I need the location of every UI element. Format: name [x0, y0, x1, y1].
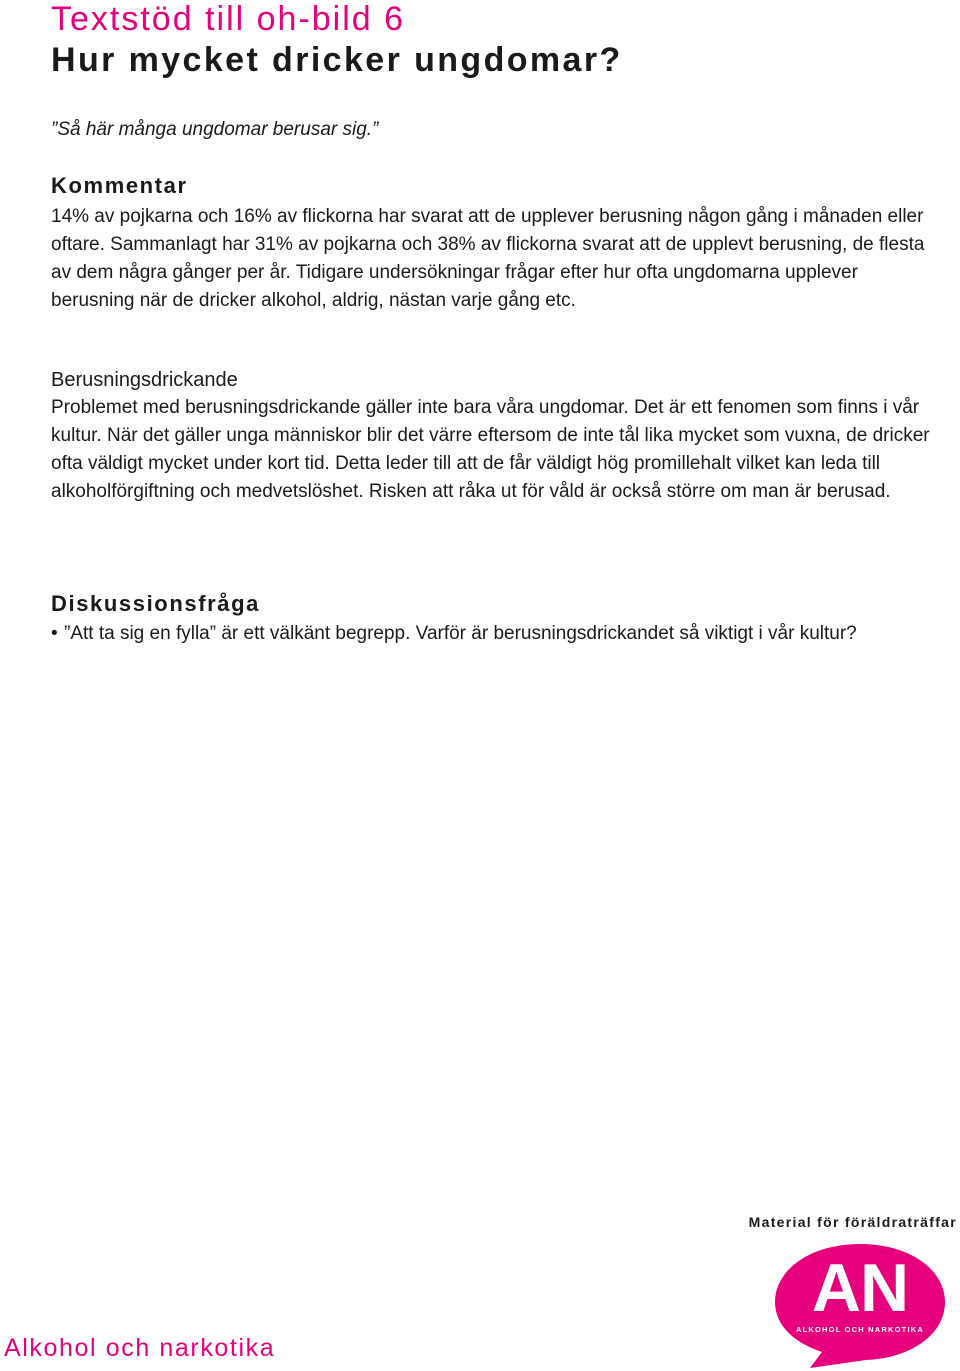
berusningsdrickande-heading: Berusningsdrickande	[51, 369, 238, 391]
diskussion-list	[51, 620, 931, 648]
bullet-icon: •	[51, 623, 58, 644]
logo-letters: AN	[811, 1250, 909, 1326]
logo-subtext: ALKOHOL OCH NARKOTIKA	[796, 1325, 924, 1334]
page-title: Textstöd till oh-bild 6	[51, 0, 406, 38]
kommentar-heading: Kommentar	[51, 173, 188, 198]
page-subtitle: Hur mycket dricker ungdomar?	[51, 41, 623, 79]
footer-tagline: Material för föräldraträffar	[748, 1214, 957, 1230]
slide-quote: ”Så här många ungdomar berusar sig.”	[51, 119, 379, 140]
berusningsdrickande-paragraph: Problemet med berusningsdrickande gäller inte bara våra ungdomar. Det är ett fenomen som finns i vår kultur. När det gäller unga människor blir det värre eftersom de inte tål lika mycket som vuxna, de dricker ofta väldigt mycket under kort tid. Detta leder till att de får väldigt hög promillehalt vilket kan leda till alkoholförgiftning och medvetslöshet. Risken att råka ut för våld är också större om man är berusad.	[51, 397, 930, 502]
diskussion-heading: Diskussionsfråga	[51, 591, 261, 616]
an-logo	[770, 1240, 950, 1370]
kommentar-paragraph: 14% av pojkarna och 16% av flickorna har svarat att de upplever berusning någon gång i månaden eller oftare. Sammanlagt har 31% av pojkarna och 38% av flickorna svarat att de upplevt berusning, de flesta av dem några gånger per år. Tidigare undersökningar frågar efter hur ofta ungdomarna upplever berusning när de dricker alkohol, aldrig, nästan varje gång etc.	[51, 206, 925, 311]
footer-brand: Alkohol och narkotika	[4, 1334, 276, 1362]
list-item-text: ”Att ta sig en fylla” är ett välkänt begrepp. Varför är berusningsdrickandet så viktigt i vår kultur?	[64, 623, 857, 644]
list-item	[51, 620, 931, 648]
